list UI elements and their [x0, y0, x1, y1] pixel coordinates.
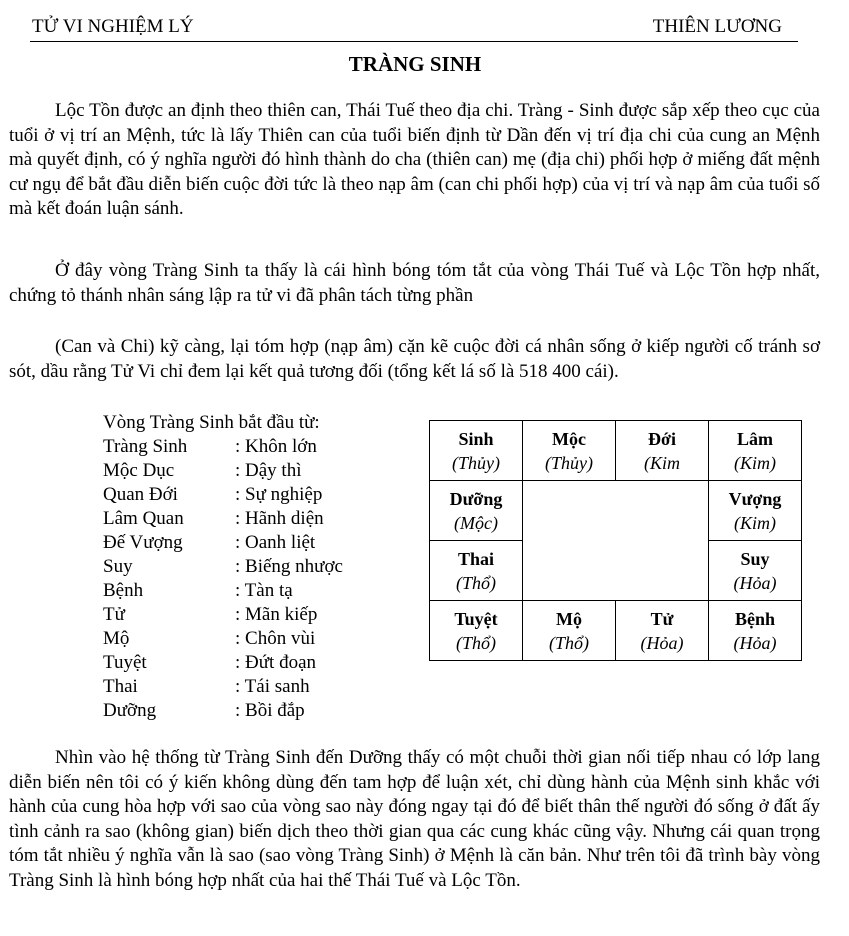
list-item-meaning: : Tàn tạ — [235, 580, 293, 601]
list-item — [103, 555, 343, 579]
cell-element: (Kim — [644, 453, 680, 473]
list-item-name: Quan Đới — [103, 484, 178, 505]
palace-grid — [429, 420, 802, 661]
list-item-meaning: : Tái sanh — [235, 676, 310, 697]
list-item-meaning: : Đứt đoạn — [235, 652, 317, 673]
list-item — [103, 579, 343, 603]
header-author: THIÊN LƯƠNG — [652, 16, 782, 37]
cell-name: Tử — [650, 609, 674, 629]
list-item-name: Tràng Sinh — [103, 436, 188, 457]
grid-cell-thai — [430, 541, 523, 601]
grid-center — [523, 481, 709, 601]
list-item — [103, 699, 343, 723]
list-heading: Vòng Tràng Sinh bắt đầu từ: — [103, 412, 320, 433]
list-item-meaning: : Sự nghiệp — [235, 484, 323, 505]
grid-cell-doi — [616, 421, 709, 481]
list-item-meaning: : Hãnh diện — [235, 508, 324, 529]
cell-name: Bệnh — [734, 609, 776, 629]
list-item — [103, 603, 343, 627]
list-item-meaning: : Chôn vùi — [235, 628, 316, 649]
cell-name: Sinh — [458, 429, 494, 449]
list-item-meaning: : Oanh liệt — [235, 532, 316, 553]
cell-element: (Kim) — [734, 513, 776, 533]
list-item — [103, 459, 343, 483]
grid-cell-tuyet — [430, 601, 523, 661]
list-item-name: Mộc Dục — [103, 460, 175, 481]
cell-name: Lâm — [737, 429, 773, 449]
list-item-name: Suy — [103, 556, 133, 577]
list-item-meaning: : Dậy thì — [235, 460, 302, 481]
grid-cell-vuong — [709, 481, 802, 541]
page-title: TRÀNG SINH — [348, 52, 482, 76]
list-item-name: Bệnh — [103, 580, 144, 601]
grid-cell-lam — [709, 421, 802, 481]
list-item-meaning: : Biếng nhược — [235, 556, 343, 577]
cell-name: Dưỡng — [449, 489, 503, 509]
paragraph-summary: Ở đây vòng Tràng Sinh ta thấy là cái hình bóng tóm tắt của vòng Thái Tuế và Lộc Tồn hợp nhất, chứng tỏ thánh nhân sáng lập ra tử vi đã phân tách từng phần — [9, 260, 820, 306]
list-item-name: Tuyệt — [103, 652, 147, 673]
cell-name: Vượng — [728, 489, 782, 509]
list-item-name: Dưỡng — [103, 700, 157, 721]
cell-element: (Hỏa) — [640, 633, 684, 653]
list-item-meaning: : Mãn kiếp — [235, 604, 318, 625]
grid-cell-benh — [709, 601, 802, 661]
list-item-name: Thai — [103, 676, 138, 697]
list-item-name: Mộ — [103, 628, 130, 649]
cell-name: Đới — [648, 429, 676, 449]
grid-cell-sinh — [430, 421, 523, 481]
cell-element: (Thổ) — [456, 633, 496, 653]
grid-cell-tu — [616, 601, 709, 661]
list-item — [103, 483, 343, 507]
grid-cell-mo — [523, 601, 616, 661]
cell-element: (Hỏa) — [733, 633, 777, 653]
list-item — [103, 651, 343, 675]
header-book-title: TỬ VI NGHIỆM LÝ — [32, 16, 194, 37]
paragraph-detail: (Can và Chi) kỹ càng, lại tóm hợp (nạp âm) cặn kẽ cuộc đời cá nhân sống ở kiếp người cố tránh sơ sót, dầu rằng Tử Vi chỉ đem lại kết quả tương đối (tổng kết lá số là 518 400 cái). — [9, 336, 820, 382]
list-item — [103, 435, 343, 459]
paragraph-intro: Lộc Tồn được an định theo thiên can, Thái Tuế theo địa chi. Tràng - Sinh được sắp xếp theo cục của tuổi ở vị trí an Mệnh, tức là lấy Thiên can của tuổi biến định từ Dần đến vị trí địa chi của cung an Mệnh mà quyết định, có ý nghĩa người đó hình thành do cha (thiên can) mẹ (địa chi) phối hợp ở miếng đất mệnh cư ngụ để bắt đầu diễn biến cuộc đời tức là theo nạp âm (can chi phối hợp) của vị trí và nạp âm của tuổi số mà kết đoán luận sánh. — [9, 100, 820, 219]
cell-element: (Thổ) — [456, 573, 496, 593]
cell-element: (Thủy) — [545, 453, 593, 473]
cell-name: Suy — [740, 549, 770, 569]
cell-name: Thai — [457, 549, 495, 569]
list-item — [103, 675, 343, 699]
grid-cell-suy — [709, 541, 802, 601]
list-item-name: Tử — [103, 604, 125, 625]
list-item — [103, 531, 343, 555]
list-item-name: Đế Vượng — [103, 532, 183, 553]
list-item — [103, 507, 343, 531]
grid-cell-moc — [523, 421, 616, 481]
grid-cell-duong — [430, 481, 523, 541]
list-item-meaning: : Khôn lớn — [235, 436, 317, 457]
list-item-name: Lâm Quan — [103, 508, 184, 529]
cell-element: (Hỏa) — [733, 573, 777, 593]
trang-sinh-list — [103, 411, 343, 723]
paragraph-conclusion: Nhìn vào hệ thống từ Tràng Sinh đến Dưỡng thấy có một chuỗi thời gian nối tiếp nhau có lớp lang diễn biến nên tôi có ý kiến không dùng đến tam hợp để luận xét, chỉ dùng hành của Mệnh sinh khắc với hành của cung hòa hợp với sao của vòng sao này đóng ngay tại đó để biết thân thế người đó sống ở đất ấy tình cảnh ra sao (không gian) biến dịch theo thời gian qua các cung khác cũng vậy. Nhưng cái quan trọng tóm tắt nhiều ý nghĩa vẫn là sao (sao vòng Tràng Sinh) ở Mệnh là căn bản. Như trên tôi đã trình bày vòng Tràng Sinh là hình bóng hợp nhất của hai thế Thái Tuế và Lộc Tồn. — [9, 747, 820, 891]
list-item-meaning: : Bồi đắp — [235, 700, 305, 721]
list-item — [103, 627, 343, 651]
cell-name: Tuyệt — [454, 609, 498, 629]
cell-element: (Kim) — [734, 453, 776, 473]
cell-name: Mộc — [552, 429, 586, 449]
cell-element: (Mộc) — [454, 513, 498, 533]
page-header — [30, 14, 798, 42]
cell-name: Mộ — [556, 609, 582, 629]
cell-element: (Thổ) — [549, 633, 589, 653]
cell-element: (Thủy) — [452, 453, 500, 473]
